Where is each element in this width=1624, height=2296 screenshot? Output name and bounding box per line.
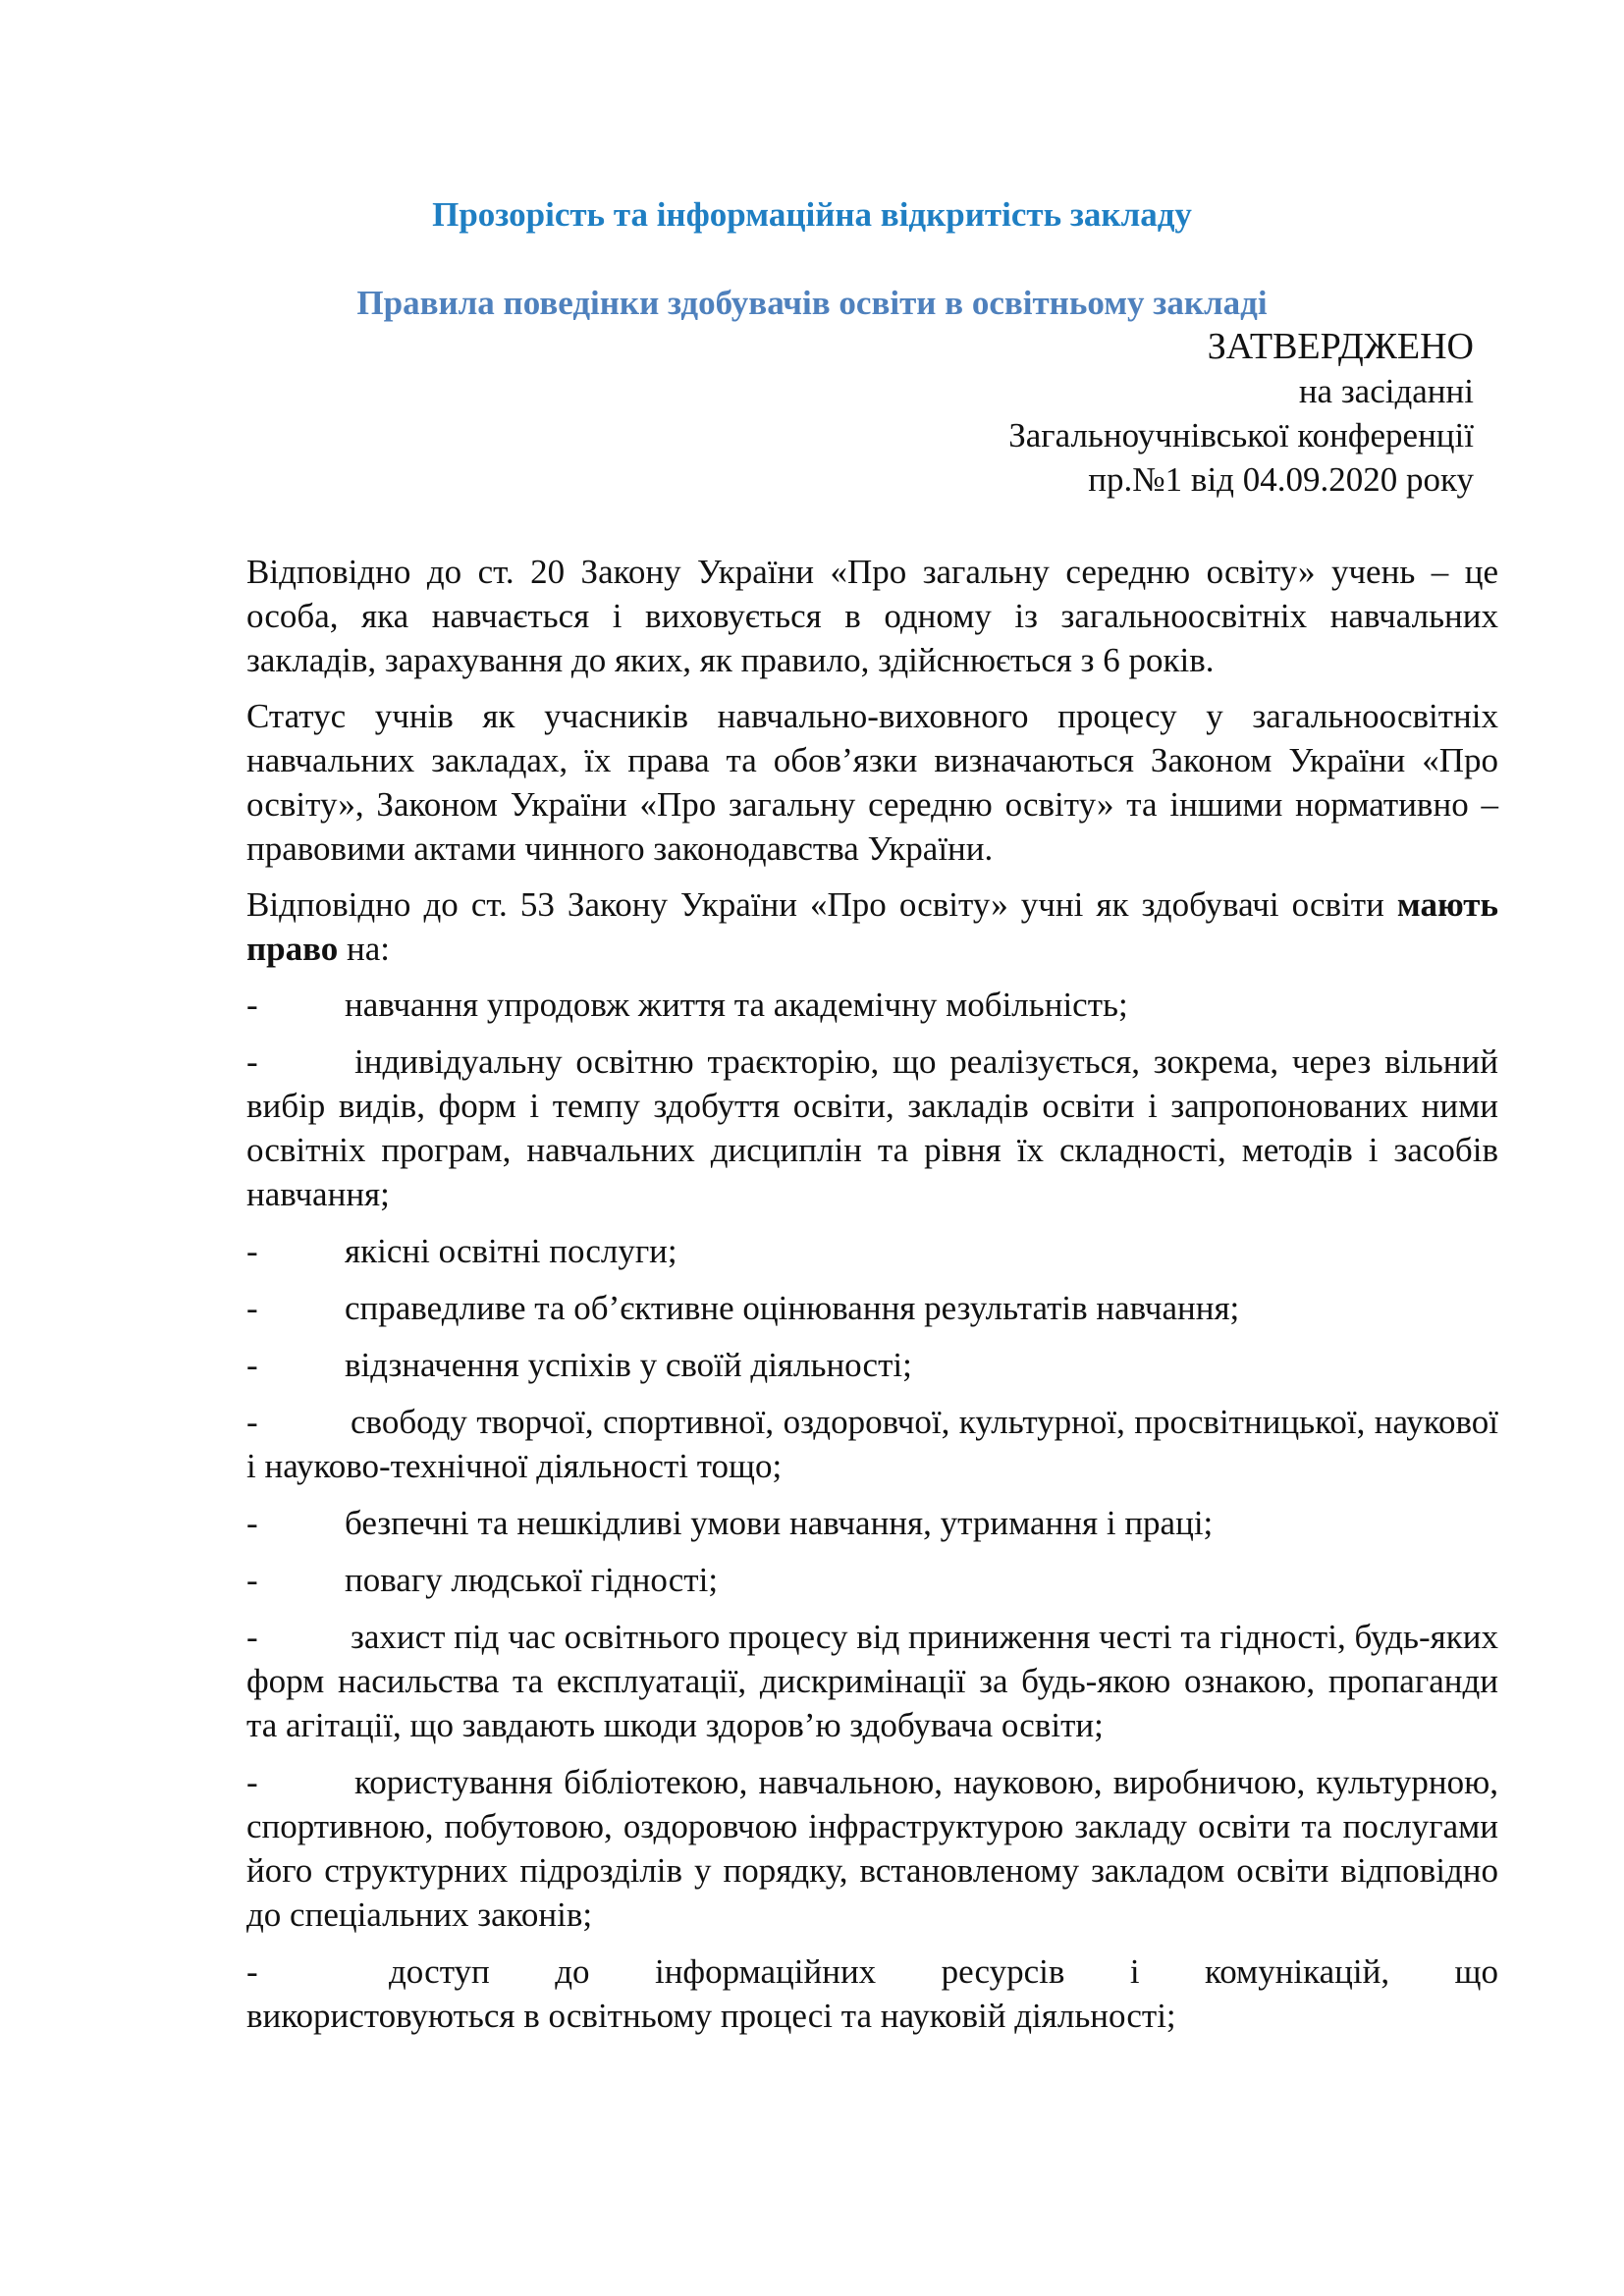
list-item <box>246 1760 1498 1937</box>
list-item-text: доступ до інформаційних ресурсів і комунікацій, що <box>389 1952 1498 1991</box>
list-item-text: індивідуальну освітню траєкторію, що реалізується, зокрема, через вільний вибір видів, форм і темпу здобуття освіти, закладів освіти і запропонованих ними освітніх програм, навчальних дисциплін та рівня їх складності, методів і засобів навчання; <box>246 1042 1498 1213</box>
list-item-text: якісні освітні послуги; <box>345 1232 677 1270</box>
document-body <box>246 550 1498 2051</box>
list-item <box>246 1343 1498 1387</box>
page-title: Прозорість та інформаційна відкритість закладу <box>432 195 1192 234</box>
list-item <box>246 1400 1498 1488</box>
list-dash: - <box>246 1346 258 1384</box>
approval-line: на засіданні <box>1298 372 1474 410</box>
list-item-text: повагу людської гідності; <box>345 1561 719 1599</box>
list-item <box>246 983 1498 1027</box>
approval-line: Загальноучнівської конференції <box>1008 416 1474 454</box>
list-dash: - <box>246 1504 258 1542</box>
list-dash: - <box>246 1232 258 1270</box>
approval-protocol: пр.№1 від 04.09.2020 року <box>1088 460 1474 499</box>
list-item <box>246 1615 1498 1747</box>
paragraph <box>246 882 1498 971</box>
list-item-text: захист під час освітнього процесу від приниження честі та гідності, будь-яких форм насильства та експлуатації, дискримінації за будь-якою ознакою, пропаганди та агітації, що завдають шкоди здоров’ю здобувача освіти; <box>246 1618 1498 1744</box>
list-dash: - <box>246 1561 258 1599</box>
list-item-text: свободу творчої, спортивної, оздоровчої, культурної, просвітницької, наукової і науково-технічної діяльності тощо; <box>246 1403 1498 1485</box>
list-dash: - <box>246 1403 258 1441</box>
list-item <box>246 1229 1498 1273</box>
emphasis-text: мають право <box>246 885 1498 968</box>
list-item-text: навчання упродовж життя та академічну мобільність; <box>345 986 1128 1024</box>
paragraph-text: на: <box>338 930 391 968</box>
list-item <box>246 1558 1498 1602</box>
list-item <box>246 1949 1498 1994</box>
list-item <box>246 1286 1498 1330</box>
list-dash: - <box>246 986 258 1024</box>
list-item-text: справедливе та об’єктивне оцінювання результатів навчання; <box>345 1289 1240 1327</box>
list-item-continuation <box>246 1994 1498 2038</box>
list-item-text: використовуються в освітньому процесі та науковій діяльності; <box>246 1997 1176 2035</box>
paragraph: Відповідно до ст. 20 Закону України «Про загальну середню освіту» учень – це особа, яка навчається і виховується в одному із загальноосвітніх навчальних закладів, зарахування до яких, як правило, здійснюється з 6 років. <box>246 553 1498 679</box>
list-dash: - <box>246 1763 258 1801</box>
list-item-text: користування бібліотекою, навчальною, науковою, виробничою, культурною, спортивною, побутовою, оздоровчою інфраструктурою закладу освіти та послугами його структурних підрозділів у порядку, встановленому закладом освіти відповідно до спеціальних законів; <box>246 1763 1498 1934</box>
list-item-text: безпечні та нешкідливі умови навчання, утримання і праці; <box>345 1504 1214 1542</box>
list-item-text: відзначення успіхів у своїй діяльності; <box>345 1346 912 1384</box>
list-dash: - <box>246 1618 258 1656</box>
approval-stamp-block <box>786 324 1474 502</box>
list-item <box>246 1040 1498 1216</box>
page-subtitle: Правила поведінки здобувачів освіти в освітньому закладі <box>356 284 1268 322</box>
paragraph-text: Відповідно до ст. 53 Закону України «Про освіту» учні як здобувачі освіти <box>246 885 1397 924</box>
list-dash: - <box>246 1952 258 1991</box>
list-item <box>246 1501 1498 1545</box>
paragraph: Статус учнів як учасників навчально-виховного процесу у загальноосвітніх навчальних закладах, їх права та обов’язки визначаються Законом України «Про освіту», Законом України «Про загальну середню освіту» та іншими нормативно – правовими актами чинного законодавства України. <box>246 697 1498 868</box>
approval-title: ЗАТВЕРДЖЕНО <box>1207 326 1474 367</box>
list-dash: - <box>246 1042 258 1081</box>
list-dash: - <box>246 1289 258 1327</box>
